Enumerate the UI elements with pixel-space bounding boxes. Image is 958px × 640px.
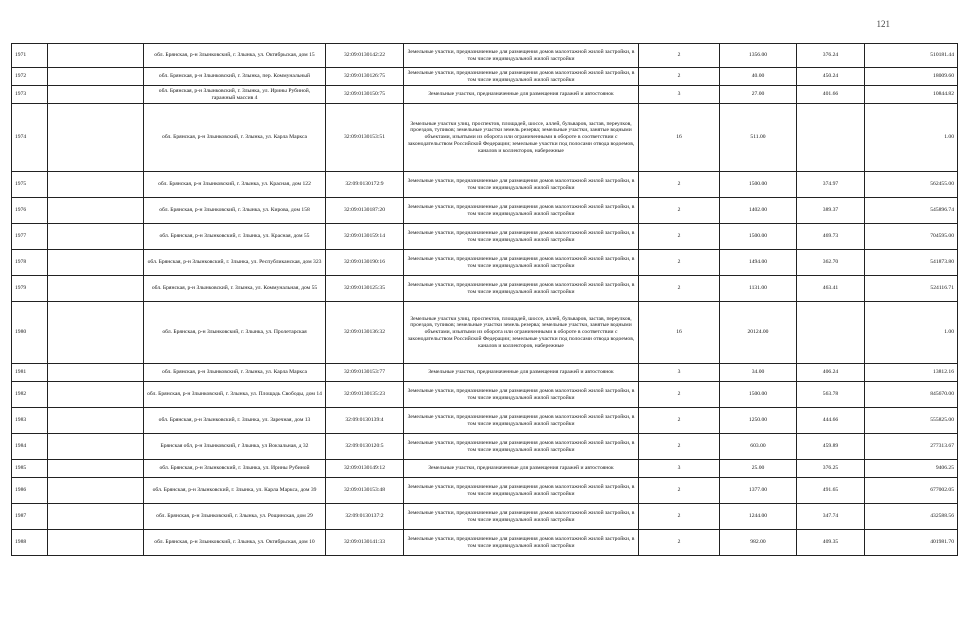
row-number: 1980 [12,302,48,364]
land-use-cell: Земельные участки, предназначенные для размещения домов малоэтажной жилой застройки, в том числе индивидуальной жилой застройки [404,44,639,68]
empty-cell [48,68,144,86]
address-cell: обл. Брянская, р-н Злынковский, г. Злынка, ул. Пролетарская [144,302,326,364]
empty-cell [48,408,144,434]
address-cell: обл. Брянская, р-н Злынковский, г. Злынка, ул. Рощинская, дом 29 [144,504,326,530]
price-per-unit-cell: 563.78 [797,382,865,408]
cadastral-number-cell: 32:09:0130153:51 [326,104,404,172]
land-registry-table [11,43,958,556]
empty-cell [48,434,144,460]
cadastral-value-cell: 10844.82 [865,86,958,104]
table-row [12,302,958,364]
price-per-unit-cell: 362.70 [797,250,865,276]
cadastral-value-cell: 18009.60 [865,68,958,86]
empty-cell [48,382,144,408]
empty-cell [48,172,144,198]
table-row [12,504,958,530]
price-per-unit-cell [797,104,865,172]
cadastral-number-cell: 32:09:0130126:75 [326,68,404,86]
cadastral-value-cell: 277313.67 [865,434,958,460]
area-cell: 1250.00 [720,408,797,434]
table-row [12,530,958,556]
address-cell: обл. Брянская, р-н Злынковский, г. Злынка, ул. Кирова, дом 158 [144,198,326,224]
table-row [12,434,958,460]
cadastral-number-cell: 32:09:0130142:22 [326,44,404,68]
address-cell: обл. Брянская, р-н Злынковский, г. Злынка, ул. Ирины Рубиной, гаражный массив 4 [144,86,326,104]
use-group-code-cell: 2 [639,250,720,276]
use-group-code-cell: 2 [639,408,720,434]
land-use-cell: Земельные участки, предназначенные для размещения домов малоэтажной жилой застройки, в том числе индивидуальной жилой застройки [404,172,639,198]
land-use-cell: Земельные участки, предназначенные для размещения домов малоэтажной жилой застройки, в том числе индивидуальной жилой застройки [404,68,639,86]
area-cell: 1500.00 [720,382,797,408]
cadastral-number-cell: 32:09:0130187:20 [326,198,404,224]
price-per-unit-cell [797,302,865,364]
table-row [12,460,958,478]
area-cell: 27.00 [720,86,797,104]
row-number: 1984 [12,434,48,460]
land-use-cell: Земельные участки, предназначенные для размещения домов малоэтажной жилой застройки, в том числе индивидуальной жилой застройки [404,198,639,224]
land-use-cell: Земельные участки, предназначенные для размещения домов малоэтажной жилой застройки, в том числе индивидуальной жилой застройки [404,478,639,504]
cadastral-value-cell: 704595.00 [865,224,958,250]
row-number: 1976 [12,198,48,224]
area-cell: 982.00 [720,530,797,556]
use-group-code-cell: 2 [639,478,720,504]
table-row [12,382,958,408]
row-number: 1973 [12,86,48,104]
row-number: 1985 [12,460,48,478]
area-cell: 511.00 [720,104,797,172]
area-cell: 25.00 [720,460,797,478]
use-group-code-cell: 2 [639,530,720,556]
empty-cell [48,478,144,504]
cadastral-number-cell: 32:09:0130153:48 [326,478,404,504]
area-cell: 1244.00 [720,504,797,530]
row-number: 1982 [12,382,48,408]
table-row [12,250,958,276]
land-use-cell: Земельные участки, предназначенные для размещения домов малоэтажной жилой застройки, в том числе индивидуальной жилой застройки [404,434,639,460]
empty-cell [48,86,144,104]
table-row [12,224,958,250]
cadastral-number-cell: 32:09:0130120:5 [326,434,404,460]
cadastral-value-cell: 524116.71 [865,276,958,302]
row-number: 1971 [12,44,48,68]
empty-cell [48,460,144,478]
address-cell: обл. Брянская, р-н Злынковский, г. Злынка, ул. Красная, дом 122 [144,172,326,198]
area-cell: 34.00 [720,364,797,382]
empty-cell [48,530,144,556]
cadastral-number-cell: 32:09:0130135:23 [326,382,404,408]
cadastral-value-cell: 562455.00 [865,172,958,198]
cadastral-value-cell: 510181.44 [865,44,958,68]
table-row [12,478,958,504]
land-use-cell: Земельные участки улиц, проспектов, площадей, шоссе, аллей, бульваров, застав, переулков, проездов, тупиков; земельные участки земель резерва; земельные участки, занятые водными объектами, изъятыми из оборота или ограниченными в обороте в соответствии с законодательством Российской Федерации; земельные участки под полосами отвода водоемов, каналов и коллекторов, набережные [404,104,639,172]
empty-cell [48,504,144,530]
empty-cell [48,198,144,224]
area-cell: 1377.00 [720,478,797,504]
price-per-unit-cell: 450.24 [797,68,865,86]
area-cell: 1494.00 [720,250,797,276]
address-cell: обл. Брянская, р-н Злынковский, г. Злынка, ул. Республиканская, дом 323 [144,250,326,276]
empty-cell [48,44,144,68]
land-use-cell: Земельные участки, предназначенные для размещения домов малоэтажной жилой застройки, в том числе индивидуальной жилой застройки [404,382,639,408]
land-use-cell: Земельные участки, предназначенные для размещения домов малоэтажной жилой застройки, в том числе индивидуальной жилой застройки [404,224,639,250]
row-number: 1978 [12,250,48,276]
price-per-unit-cell: 469.73 [797,224,865,250]
cadastral-value-cell: 401981.70 [865,530,958,556]
cadastral-value-cell: 13812.16 [865,364,958,382]
cadastral-value-cell: 1.00 [865,302,958,364]
address-cell: обл. Брянская, р-н Злынковский, г. Злынка, ул. Коммунальная, дом 55 [144,276,326,302]
cadastral-number-cell: 32:09:0130149:12 [326,460,404,478]
row-number: 1987 [12,504,48,530]
price-per-unit-cell: 444.66 [797,408,865,434]
empty-cell [48,276,144,302]
address-cell: обл. Брянская, р-н Злынковский, г. Злынка, ул. Карла Маркса, дом 39 [144,478,326,504]
cadastral-number-cell: 32:09:0130172:9 [326,172,404,198]
price-per-unit-cell: 463.41 [797,276,865,302]
row-number: 1983 [12,408,48,434]
cadastral-number-cell: 32:09:0130125:35 [326,276,404,302]
area-cell: 1131.00 [720,276,797,302]
price-per-unit-cell: 401.66 [797,86,865,104]
row-number: 1986 [12,478,48,504]
address-cell: обл. Брянская, р-н Злынковский, г. Злынка, ул. Октябрьская, дом 15 [144,44,326,68]
cadastral-value-cell: 9406.25 [865,460,958,478]
area-cell: 1402.00 [720,198,797,224]
cadastral-number-cell: 32:09:0130190:16 [326,250,404,276]
use-group-code-cell: 2 [639,434,720,460]
cadastral-value-cell: 541873.80 [865,250,958,276]
cadastral-number-cell: 32:09:0130159:14 [326,224,404,250]
row-number: 1972 [12,68,48,86]
use-group-code-cell: 2 [639,68,720,86]
price-per-unit-cell: 376.24 [797,44,865,68]
price-per-unit-cell: 389.37 [797,198,865,224]
price-per-unit-cell: 376.25 [797,460,865,478]
address-cell: обл. Брянская, р-н Злынковский, г. Злынка, ул. Красная, дом 55 [144,224,326,250]
land-use-cell: Земельные участки, предназначенные для размещения гаражей и автостоянок [404,364,639,382]
table-body [12,44,958,556]
area-cell: 1356.00 [720,44,797,68]
table-row [12,104,958,172]
row-number: 1974 [12,104,48,172]
table-row [12,408,958,434]
use-group-code-cell: 2 [639,44,720,68]
price-per-unit-cell: 459.89 [797,434,865,460]
area-cell: 603.00 [720,434,797,460]
use-group-code-cell: 2 [639,198,720,224]
address-cell: обл. Брянская, р-н Злынковский, г. Злынка, ул. Октябрьская, дом 10 [144,530,326,556]
table-row [12,364,958,382]
land-use-cell: Земельные участки, предназначенные для размещения домов малоэтажной жилой застройки, в том числе индивидуальной жилой застройки [404,250,639,276]
use-group-code-cell: 2 [639,382,720,408]
use-group-code-cell: 3 [639,364,720,382]
empty-cell [48,302,144,364]
land-use-cell: Земельные участки, предназначенные для размещения гаражей и автостоянок [404,86,639,104]
address-cell: обл. Брянская, р-н Злынковский, г. Злынка, ул. Карла Маркса [144,104,326,172]
use-group-code-cell: 2 [639,172,720,198]
cadastral-number-cell: 32:09:0130141:33 [326,530,404,556]
row-number: 1988 [12,530,48,556]
cadastral-value-cell: 845670.00 [865,382,958,408]
empty-cell [48,250,144,276]
row-number: 1975 [12,172,48,198]
address-cell: обл. Брянская, р-н Злынковский, г. Злынка, ул. Ирины Рубиной [144,460,326,478]
cadastral-value-cell: 432588.56 [865,504,958,530]
table-row [12,86,958,104]
area-cell: 1500.00 [720,172,797,198]
cadastral-number-cell: 32:09:0130136:32 [326,302,404,364]
price-per-unit-cell: 347.74 [797,504,865,530]
use-group-code-cell: 2 [639,224,720,250]
area-cell: 40.00 [720,68,797,86]
use-group-code-cell: 16 [639,302,720,364]
land-use-cell: Земельные участки, предназначенные для размещения гаражей и автостоянок [404,460,639,478]
cadastral-value-cell: 555825.00 [865,408,958,434]
table-row [12,68,958,86]
land-use-cell: Земельные участки улиц, проспектов, площадей, шоссе, аллей, бульваров, застав, переулков, проездов, тупиков; земельные участки земель резерва; земельные участки, занятые водными объектами, изъятыми из оборота или ограниченными в обороте в соответствии с законодательством Российской Федерации; земельные участки под полосами отвода водоемов, каналов и коллекторов, набережные [404,302,639,364]
address-cell: Брянская обл, р-н Злынковский, г Злынка, ул Вокзальная, д 32 [144,434,326,460]
price-per-unit-cell: 409.35 [797,530,865,556]
land-use-cell: Земельные участки, предназначенные для размещения домов малоэтажной жилой застройки, в том числе индивидуальной жилой застройки [404,504,639,530]
use-group-code-cell: 2 [639,276,720,302]
table-row [12,276,958,302]
use-group-code-cell: 3 [639,86,720,104]
price-per-unit-cell: 406.24 [797,364,865,382]
land-use-cell: Земельные участки, предназначенные для размещения домов малоэтажной жилой застройки, в том числе индивидуальной жилой застройки [404,530,639,556]
area-cell: 20124.00 [720,302,797,364]
address-cell: обл. Брянская, р-н Злынковский, г. Злынка, ул. Заречная, дом 13 [144,408,326,434]
cadastral-value-cell: 545896.74 [865,198,958,224]
land-use-cell: Земельные участки, предназначенные для размещения домов малоэтажной жилой застройки, в том числе индивидуальной жилой застройки [404,276,639,302]
cadastral-number-cell: 32:09:0130150:75 [326,86,404,104]
row-number: 1979 [12,276,48,302]
empty-cell [48,104,144,172]
empty-cell [48,364,144,382]
address-cell: обл. Брянская, р-н Злынковский, г. Злынка, пер. Коммунальный [144,68,326,86]
table-row [12,198,958,224]
empty-cell [48,224,144,250]
address-cell: обл. Брянская, р-н Злынковский, г. Злынка, ул. Карла Маркса [144,364,326,382]
area-cell: 1500.00 [720,224,797,250]
price-per-unit-cell: 374.97 [797,172,865,198]
row-number: 1981 [12,364,48,382]
page-number: 121 [876,19,890,29]
table-row [12,172,958,198]
price-per-unit-cell: 491.65 [797,478,865,504]
use-group-code-cell: 2 [639,504,720,530]
cadastral-number-cell: 32:09:0130139:4 [326,408,404,434]
table-row [12,44,958,68]
cadastral-value-cell: 1.00 [865,104,958,172]
cadastral-number-cell: 32:09:0130137:2 [326,504,404,530]
land-use-cell: Земельные участки, предназначенные для размещения домов малоэтажной жилой застройки, в том числе индивидуальной жилой застройки [404,408,639,434]
cadastral-number-cell: 32:09:0130153:77 [326,364,404,382]
row-number: 1977 [12,224,48,250]
use-group-code-cell: 3 [639,460,720,478]
cadastral-value-cell: 677002.05 [865,478,958,504]
address-cell: обл. Брянская, р-н Злынковский, г. Злынка, ул. Площадь Свободы, дом 14 [144,382,326,408]
use-group-code-cell: 16 [639,104,720,172]
